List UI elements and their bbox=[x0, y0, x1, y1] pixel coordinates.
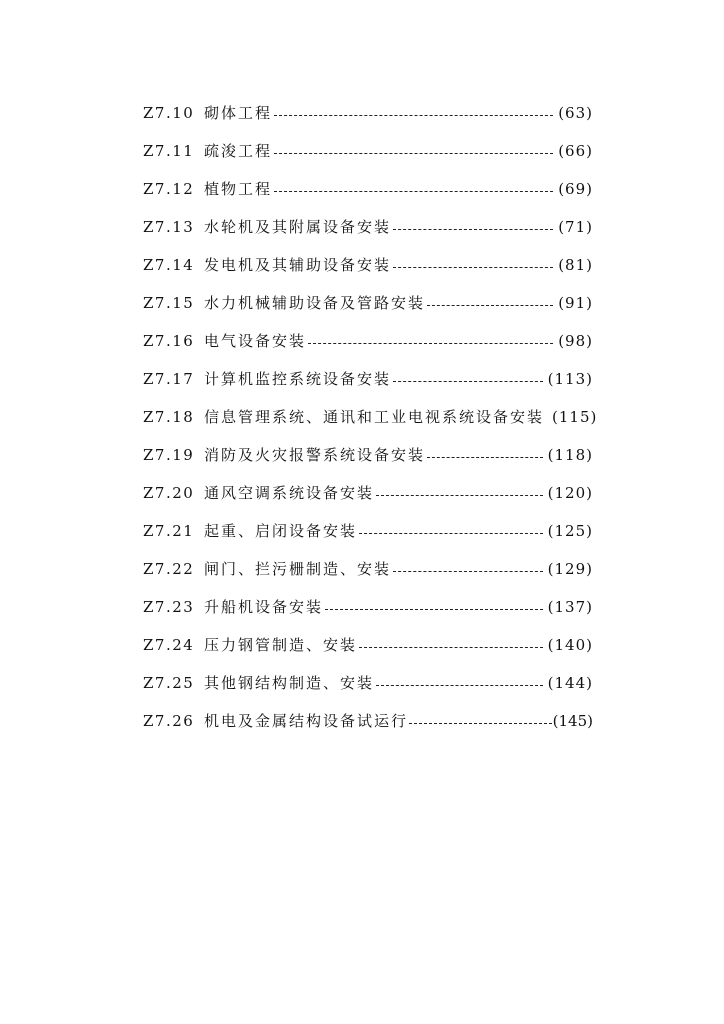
toc-entry-code: Z7.25 bbox=[143, 674, 195, 692]
toc-entry[interactable] bbox=[143, 398, 598, 436]
toc-entry-title: 起重、启闭设备安装 bbox=[204, 522, 358, 540]
toc-leader-line bbox=[409, 722, 552, 724]
toc-leader-line bbox=[427, 304, 553, 306]
toc-entry-code: Z7.24 bbox=[143, 636, 195, 654]
toc-entry-code: Z7.21 bbox=[143, 522, 195, 540]
toc-entry-page: (69) bbox=[558, 180, 593, 198]
toc-entry-page: (63) bbox=[558, 104, 593, 122]
toc-entry-title: 水力机械辅助设备及管路安装 bbox=[204, 294, 426, 312]
toc-entry[interactable] bbox=[143, 132, 593, 170]
toc-leader-line bbox=[274, 114, 553, 116]
toc-entry-page: (91) bbox=[558, 294, 593, 312]
toc-entry[interactable] bbox=[143, 436, 593, 474]
toc-entry-code: Z7.23 bbox=[143, 598, 195, 616]
toc-entry-code: Z7.13 bbox=[143, 218, 195, 236]
toc-leader-line bbox=[308, 342, 553, 344]
toc-entry-title: 信息管理系统、通讯和工业电视系统设备安装 bbox=[204, 408, 545, 426]
toc-entry-page: (71) bbox=[558, 218, 593, 236]
toc-entry-title: 消防及火灾报警系统设备安装 bbox=[204, 446, 426, 464]
toc-entry-title: 机电及金属结构设备试运行 bbox=[204, 712, 409, 730]
toc-entry-page: (137) bbox=[547, 598, 593, 616]
toc-leader-line bbox=[393, 228, 553, 230]
toc-entry-code: Z7.16 bbox=[143, 332, 195, 350]
toc-entry[interactable] bbox=[143, 322, 593, 360]
toc-entry-page: (144) bbox=[547, 674, 593, 692]
toc-entry-code: Z7.10 bbox=[143, 104, 195, 122]
toc-entry-code: Z7.17 bbox=[143, 370, 195, 388]
toc-entry-title: 疏浚工程 bbox=[204, 142, 273, 160]
toc-entry-title: 植物工程 bbox=[204, 180, 273, 198]
toc-entry[interactable] bbox=[143, 170, 593, 208]
toc-entry-title: 砌体工程 bbox=[204, 104, 273, 122]
toc-entry-title: 闸门、拦污栅制造、安装 bbox=[204, 560, 392, 578]
toc-entry-code: Z7.15 bbox=[143, 294, 195, 312]
toc-entry-code: Z7.26 bbox=[143, 712, 195, 730]
toc-entry-code: Z7.19 bbox=[143, 446, 195, 464]
toc-entry-page: (66) bbox=[558, 142, 593, 160]
toc-entry-page: (113) bbox=[547, 370, 593, 388]
toc-leader-line bbox=[393, 380, 543, 382]
toc-leader-line bbox=[274, 190, 553, 192]
toc-leader-line bbox=[376, 494, 543, 496]
toc-entry-code: Z7.20 bbox=[143, 484, 195, 502]
toc-entry[interactable] bbox=[143, 664, 593, 702]
toc-entry[interactable] bbox=[143, 284, 593, 322]
toc-entry-title: 电气设备安装 bbox=[204, 332, 307, 350]
toc-entry-code: Z7.22 bbox=[143, 560, 195, 578]
toc-leader-line bbox=[393, 570, 543, 572]
toc-entry-page: (140) bbox=[547, 636, 593, 654]
toc-entry-page: (115) bbox=[552, 408, 598, 426]
toc-leader-line bbox=[325, 608, 543, 610]
toc-entry-page: (145) bbox=[552, 712, 593, 730]
toc-entry-title: 升船机设备安装 bbox=[204, 598, 324, 616]
toc-entry-code: Z7.12 bbox=[143, 180, 195, 198]
toc-leader-line bbox=[274, 152, 553, 154]
toc-entry-title: 其他钢结构制造、安装 bbox=[204, 674, 375, 692]
toc-entry-code: Z7.18 bbox=[143, 408, 195, 426]
toc-leader-line bbox=[376, 684, 543, 686]
toc-entry-page: (125) bbox=[547, 522, 593, 540]
toc-entry[interactable] bbox=[143, 588, 593, 626]
toc-entry-title: 通风空调系统设备安装 bbox=[204, 484, 375, 502]
toc-entry[interactable] bbox=[143, 512, 593, 550]
toc-entry[interactable] bbox=[143, 474, 593, 512]
toc-entry-title: 计算机监控系统设备安装 bbox=[204, 370, 392, 388]
toc-entry-code: Z7.14 bbox=[143, 256, 195, 274]
toc-leader-line bbox=[359, 646, 543, 648]
toc-entry-page: (98) bbox=[558, 332, 593, 350]
toc-entry-title: 压力钢管制造、安装 bbox=[204, 636, 358, 654]
toc-entry-title: 水轮机及其附属设备安装 bbox=[204, 218, 392, 236]
toc-entry[interactable] bbox=[143, 208, 593, 246]
toc-entry-page: (81) bbox=[558, 256, 593, 274]
table-of-contents bbox=[143, 94, 598, 740]
toc-entry[interactable] bbox=[143, 246, 593, 284]
toc-entry-code: Z7.11 bbox=[143, 142, 195, 160]
toc-entry-page: (118) bbox=[547, 446, 593, 464]
toc-entry[interactable] bbox=[143, 94, 593, 132]
toc-entry[interactable] bbox=[143, 702, 593, 740]
toc-entry[interactable] bbox=[143, 626, 593, 664]
toc-leader-line bbox=[359, 532, 543, 534]
toc-entry[interactable] bbox=[143, 550, 593, 588]
toc-entry-page: (129) bbox=[547, 560, 593, 578]
toc-leader-line bbox=[427, 456, 543, 458]
toc-entry-page: (120) bbox=[547, 484, 593, 502]
toc-entry[interactable] bbox=[143, 360, 593, 398]
toc-entry-title: 发电机及其辅助设备安装 bbox=[204, 256, 392, 274]
toc-leader-line bbox=[393, 266, 553, 268]
